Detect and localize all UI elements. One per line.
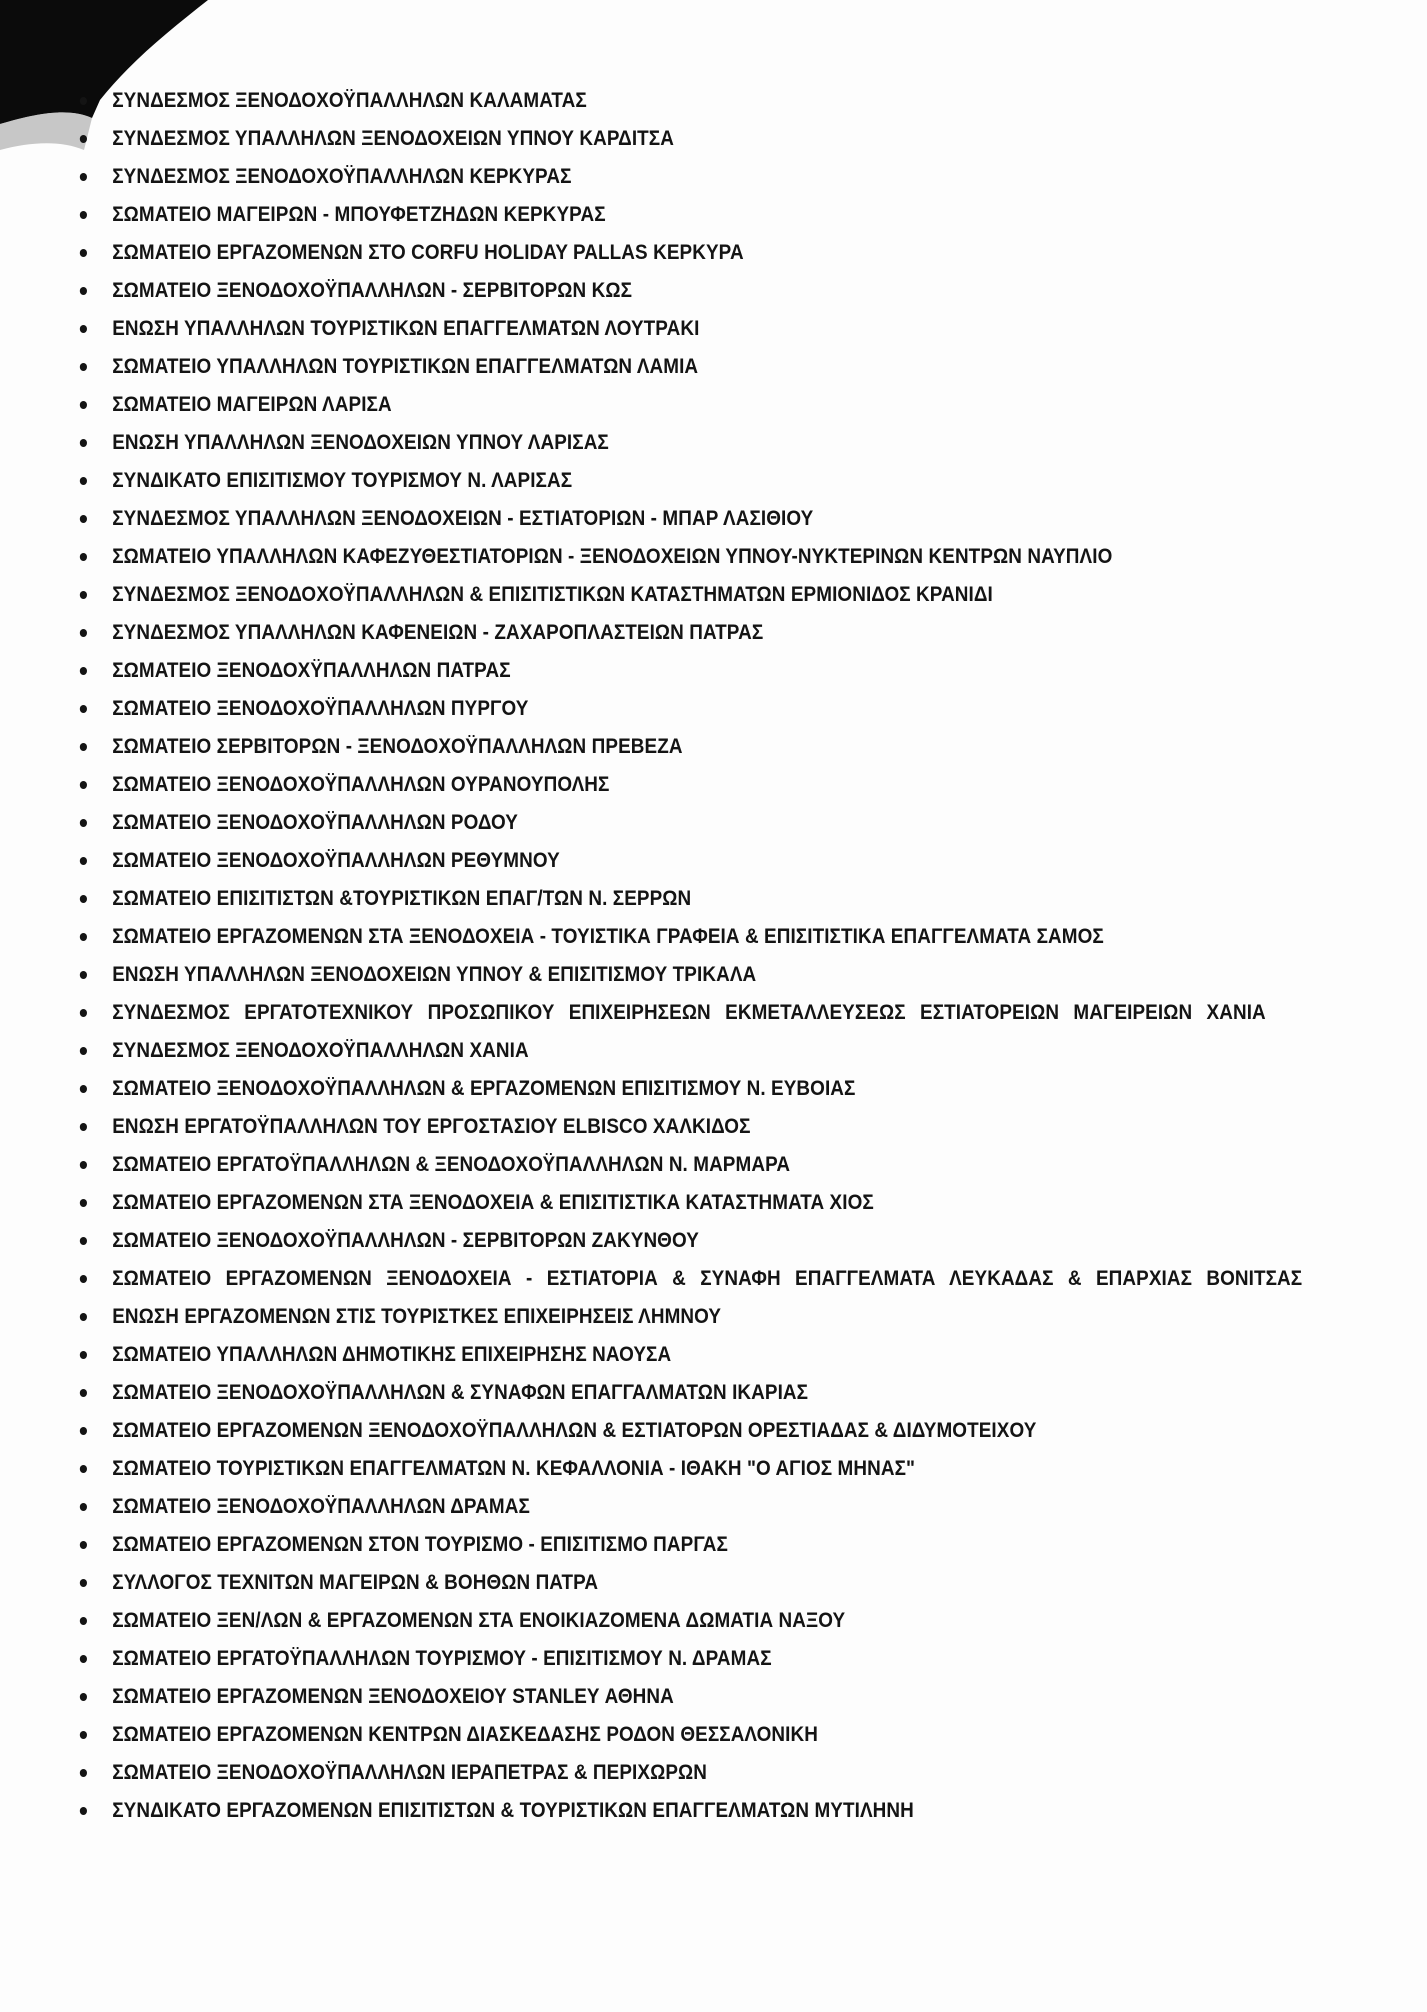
list-item-text: ΕΝΩΣΗ ΥΠΑΛΛΗΛΩΝ ΤΟΥΡΙΣΤΙΚΩΝ ΕΠΑΓΓΕΛΜΑΤΩΝ ΛΟΥΤΡΑΚΙ xyxy=(112,317,700,340)
list-item xyxy=(78,880,1381,918)
list-item xyxy=(78,1222,1381,1260)
list-item-text: ΣΩΜΑΤΕΙΟ ΞΕΝΟΔΟΧΟΫΠΑΛΛΗΛΩΝ & ΕΡΓΑΖΟΜΕΝΩΝ ΕΠΙΣΙΤΙΣΜΟΥ Ν. ΕΥΒΟΙΑΣ xyxy=(112,1077,856,1100)
list-item-text: ΣΩΜΑΤΕΙΟ ΕΡΓΑΖΟΜΕΝΩΝ ΚΕΝΤΡΩΝ ΔΙΑΣΚΕΔΑΣΗΣ ΡΟΔΟΝ ΘΕΣΣΑΛΟΝΙΚΗ xyxy=(112,1723,818,1746)
bullet-icon xyxy=(80,439,87,447)
list-item xyxy=(78,766,1381,804)
list-item xyxy=(78,500,1381,538)
list-item xyxy=(78,1526,1381,1564)
list-item-text: ΣΩΜΑΤΕΙΟ ΕΡΓΑΖΟΜΕΝΩΝ ΣΤΟΝ ΤΟΥΡΙΣΜΟ - ΕΠΙΣΙΤΙΣΜΟ ΠΑΡΓΑΣ xyxy=(112,1533,728,1556)
list-item-text: ΣΩΜΑΤΕΙΟ ΕΡΓΑΖΟΜΕΝΩΝ ΣΤΟ CORFU HOLIDAY PALLAS ΚΕΡΚΥΡΑ xyxy=(112,241,744,264)
list-item-text: ΣΩΜΑΤΕΙΟ ΕΡΓΑΖΟΜΕΝΩΝ ΞΕΝΟΔΟΧΕΙΟΥ STANLEY ΑΘΗΝΑ xyxy=(112,1685,674,1708)
list-item xyxy=(78,1184,1381,1222)
list-item xyxy=(78,1032,1381,1070)
list-item-text: ΣΥΝΔΙΚΑΤΟ ΕΠΙΣΙΤΙΣΜΟΥ ΤΟΥΡΙΣΜΟΥ Ν. ΛΑΡΙΣΑΣ xyxy=(112,469,573,492)
list-item xyxy=(78,424,1381,462)
list-item-text: ΣΥΝΔΕΣΜΟΣ ΥΠΑΛΛΗΛΩΝ ΞΕΝΟΔΟΧΕΙΩΝ - ΕΣΤΙΑΤΟΡΙΩΝ - ΜΠΑΡ ΛΑΣΙΘΙΟΥ xyxy=(112,507,814,530)
list-item-text: ΕΝΩΣΗ ΕΡΓΑΤΟΫΠΑΛΛΗΛΩΝ ΤΟΥ ΕΡΓΟΣΤΑΣΙΟΥ ELBISCO ΧΑΛΚΙΔΟΣ xyxy=(112,1115,751,1138)
bullet-icon xyxy=(80,173,87,181)
bullet-icon xyxy=(80,895,87,903)
list-item-text: ΣΩΜΑΤΕΙΟ ΞΕΝΟΔΟΧΫΠΑΛΛΗΛΩΝ ΠΑΤΡΑΣ xyxy=(112,659,511,682)
bullet-icon xyxy=(80,515,87,523)
list-item-text: ΣΥΝΔΙΚΑΤΟ ΕΡΓΑΖΟΜΕΝΩΝ ΕΠΙΣΙΤΙΣΤΩΝ & ΤΟΥΡΙΣΤΙΚΩΝ ΕΠΑΓΓΕΛΜΑΤΩΝ ΜΥΤΙΛΗΝΗ xyxy=(112,1799,914,1822)
bullet-icon xyxy=(80,1731,87,1739)
bullet-icon xyxy=(80,667,87,675)
list-item xyxy=(78,1450,1381,1488)
bullet-icon xyxy=(80,477,87,485)
bullet-icon xyxy=(80,1009,87,1017)
bullet-icon xyxy=(80,819,87,827)
list-item xyxy=(78,234,1381,272)
list-item xyxy=(78,1070,1381,1108)
list-item-text: ΣΩΜΑΤΕΙΟ ΞΕΝΟΔΟΧΟΫΠΑΛΛΗΛΩΝ ΙΕΡΑΠΕΤΡΑΣ & ΠΕΡΙΧΩΡΩΝ xyxy=(112,1761,708,1784)
list-item-text: ΣΩΜΑΤΕΙΟ ΞΕΝΟΔΟΧΟΫΠΑΛΛΗΛΩΝ - ΣΕΡΒΙΤΟΡΩΝ ΚΩΣ xyxy=(112,279,633,302)
bullet-icon xyxy=(80,857,87,865)
bullet-icon xyxy=(80,1085,87,1093)
list-item-text: ΕΝΩΣΗ ΕΡΓΑΖΟΜΕΝΩΝ ΣΤΙΣ ΤΟΥΡΙΣΤΚΕΣ ΕΠΙΧΕΙΡΗΣΕΙΣ ΛΗΜΝΟΥ xyxy=(112,1305,722,1328)
bullet-icon xyxy=(80,1807,87,1815)
bullet-icon xyxy=(80,363,87,371)
bullet-icon xyxy=(80,1693,87,1701)
list-item xyxy=(78,1754,1381,1792)
list-item xyxy=(78,1146,1381,1184)
list-item-text: ΣΥΝΔΕΣΜΟΣ ΞΕΝΟΔΟΧΟΫΠΑΛΛΗΛΩΝ & ΕΠΙΣΙΤΙΣΤΙΚΩΝ ΚΑΤΑΣΤΗΜΑΤΩΝ ΕΡΜΙΟΝΙΔΟΣ ΚΡΑΝΙΔΙ xyxy=(112,583,993,606)
list-item-text: ΣΩΜΑΤΕΙΟ ΕΡΓΑΖΟΜΕΝΩΝ ΞΕΝΟΔΟΧΕΙΑ - ΕΣΤΙΑΤΟΡΙΑ & ΣΥΝΑΦΗ ΕΠΑΓΓΕΛΜΑΤΑ ΛΕΥΚΑΔΑΣ & ΕΠΑΡΧΙΑΣ ΒΟΝΙΤΣΑΣ xyxy=(112,1267,1303,1290)
list-item xyxy=(78,1336,1381,1374)
list-item xyxy=(78,310,1381,348)
bullet-icon xyxy=(80,933,87,941)
list-item xyxy=(78,804,1381,842)
list-item xyxy=(78,1678,1381,1716)
bullet-icon xyxy=(80,211,87,219)
bullet-icon xyxy=(80,1047,87,1055)
list-item-text: ΣΩΜΑΤΕΙΟ ΕΠΙΣΙΤΙΣΤΩΝ &ΤΟΥΡΙΣΤΙΚΩΝ ΕΠΑΓ/ΤΩΝ Ν. ΣΕΡΡΩΝ xyxy=(112,887,692,910)
list-item xyxy=(78,462,1381,500)
list-item xyxy=(78,1792,1381,1830)
list-item xyxy=(78,158,1381,196)
list-item-text: ΣΩΜΑΤΕΙΟ ΤΟΥΡΙΣΤΙΚΩΝ ΕΠΑΓΓΕΛΜΑΤΩΝ Ν. ΚΕΦΑΛΛΟΝΙΑ - ΙΘΑΚΗ "Ο ΑΓΙΟΣ ΜΗΝΑΣ" xyxy=(112,1457,916,1480)
list-item-text: ΣΥΝΔΕΣΜΟΣ ΞΕΝΟΔΟΧΟΫΠΑΛΛΗΛΩΝ ΚΕΡΚΥΡΑΣ xyxy=(112,165,572,188)
list-item-text: ΣΩΜΑΤΕΙΟ ΕΡΓΑΖΟΜΕΝΩΝ ΞΕΝΟΔΟΧΟΫΠΑΛΛΗΛΩΝ & ΕΣΤΙΑΤΟΡΩΝ ΟΡΕΣΤΙΑΔΑΣ & ΔΙΔΥΜΟΤΕΙΧΟΥ xyxy=(112,1419,1037,1442)
list-item xyxy=(78,1716,1381,1754)
list-item xyxy=(78,120,1381,158)
bullet-icon xyxy=(80,591,87,599)
list-item-text: ΣΩΜΑΤΕΙΟ ΣΕΡΒΙΤΟΡΩΝ - ΞΕΝΟΔΟΧΟΫΠΑΛΛΗΛΩΝ ΠΡΕΒΕΖΑ xyxy=(112,735,683,758)
bullet-icon xyxy=(80,1351,87,1359)
list-item xyxy=(78,728,1381,766)
bullet-icon xyxy=(80,781,87,789)
bullet-icon xyxy=(80,1617,87,1625)
list-item xyxy=(78,82,1381,120)
bullet-icon xyxy=(80,1237,87,1245)
list-item xyxy=(78,1108,1381,1146)
bullet-icon xyxy=(80,553,87,561)
list-item xyxy=(78,1602,1381,1640)
list-item-text: ΣΩΜΑΤΕΙΟ ΥΠΑΛΛΗΛΩΝ ΔΗΜΟΤΙΚΗΣ ΕΠΙΧΕΙΡΗΣΗΣ ΝΑΟΥΣΑ xyxy=(112,1343,672,1366)
list-item xyxy=(78,538,1381,576)
list-item xyxy=(78,1488,1381,1526)
list-item xyxy=(78,690,1381,728)
list-item-text: ΣΩΜΑΤΕΙΟ ΥΠΑΛΛΗΛΩΝ ΚΑΦΕΖΥΘΕΣΤΙΑΤΟΡΙΩΝ - ΞΕΝΟΔΟΧΕΙΩΝ ΥΠΝΟΥ-ΝΥΚΤΕΡΙΝΩΝ ΚΕΝΤΡΩΝ ΝΑΥΠΛΙΟ xyxy=(112,545,1113,568)
list-item xyxy=(78,994,1336,1032)
list-item xyxy=(78,652,1381,690)
bullet-icon xyxy=(80,743,87,751)
list-item-text: ΣΩΜΑΤΕΙΟ ΞΕΝ/ΛΩΝ & ΕΡΓΑΖΟΜΕΝΩΝ ΣΤΑ ΕΝΟΙΚΙΑΖΟΜΕΝΑ ΔΩΜΑΤΙΑ ΝΑΞΟΥ xyxy=(112,1609,846,1632)
bullet-icon xyxy=(80,1655,87,1663)
list-item-text: ΣΥΝΔΕΣΜΟΣ ΞΕΝΟΔΟΧΟΫΠΑΛΛΗΛΩΝ ΧΑΝΙΑ xyxy=(112,1039,529,1062)
organization-list xyxy=(78,82,1358,1830)
list-item-text: ΣΩΜΑΤΕΙΟ ΕΡΓΑΤΟΫΠΑΛΛΗΛΩΝ & ΞΕΝΟΔΟΧΟΫΠΑΛΛΗΛΩΝ Ν. ΜΑΡΜΑΡΑ xyxy=(112,1153,791,1176)
list-item-text: ΣΥΝΔΕΣΜΟΣ ΕΡΓΑΤΟΤΕΧΝΙΚΟΥ ΠΡΟΣΩΠΙΚΟΥ ΕΠΙΧΕΙΡΗΣΕΩΝ ΕΚΜΕΤΑΛΛΕΥΣΕΩΣ ΕΣΤΙΑΤΟΡΕΙΩΝ ΜΑΓΕΙΡΕΙΩΝ ΧΑΝΙΑ xyxy=(112,1001,1266,1024)
list-item-text: ΕΝΩΣΗ ΥΠΑΛΛΗΛΩΝ ΞΕΝΟΔΟΧΕΙΩΝ ΥΠΝΟΥ & ΕΠΙΣΙΤΙΣΜΟΥ ΤΡΙΚΑΛΑ xyxy=(112,963,757,986)
list-item-text: ΣΩΜΑΤΕΙΟ ΜΑΓΕΙΡΩΝ ΛΑΡΙΣΑ xyxy=(112,393,392,416)
bullet-icon xyxy=(80,325,87,333)
bullet-icon xyxy=(80,705,87,713)
list-item-text: ΣΩΜΑΤΕΙΟ ΞΕΝΟΔΟΧΟΫΠΑΛΛΗΛΩΝ ΔΡΑΜΑΣ xyxy=(112,1495,530,1518)
bullet-icon xyxy=(80,1275,87,1283)
list-item-text: ΣΥΝΔΕΣΜΟΣ ΥΠΑΛΛΗΛΩΝ ΞΕΝΟΔΟΧΕΙΩΝ ΥΠΝΟΥ ΚΑΡΔΙΤΣΑ xyxy=(112,127,674,150)
bullet-icon xyxy=(80,1313,87,1321)
list-item xyxy=(78,1412,1381,1450)
bullet-icon xyxy=(80,1161,87,1169)
bullet-icon xyxy=(80,629,87,637)
bullet-icon xyxy=(80,1541,87,1549)
list-item-text: ΣΩΜΑΤΕΙΟ ΞΕΝΟΔΟΧΟΫΠΑΛΛΗΛΩΝ ΡΕΘΥΜΝΟΥ xyxy=(112,849,560,872)
bullet-icon xyxy=(80,287,87,295)
bullet-icon xyxy=(80,1769,87,1777)
list-item xyxy=(78,1374,1381,1412)
list-item-text: ΣΩΜΑΤΕΙΟ ΕΡΓΑΖΟΜΕΝΩΝ ΣΤΑ ΞΕΝΟΔΟΧΕΙΑ & ΕΠΙΣΙΤΙΣΤΙΚΑ ΚΑΤΑΣΤΗΜΑΤΑ ΧΙΟΣ xyxy=(112,1191,874,1214)
bullet-icon xyxy=(80,1503,87,1511)
bullet-icon xyxy=(80,1123,87,1131)
list-item xyxy=(78,918,1381,956)
list-item xyxy=(78,196,1381,234)
list-item xyxy=(78,1640,1381,1678)
bullet-icon xyxy=(80,135,87,143)
list-item-text: ΣΩΜΑΤΕΙΟ ΞΕΝΟΔΟΧΟΫΠΑΛΛΗΛΩΝ ΠΥΡΓΟΥ xyxy=(112,697,529,720)
list-item-text: ΕΝΩΣΗ ΥΠΑΛΛΗΛΩΝ ΞΕΝΟΔΟΧΕΙΩΝ ΥΠΝΟΥ ΛΑΡΙΣΑΣ xyxy=(112,431,609,454)
list-item-text: ΣΩΜΑΤΕΙΟ ΞΕΝΟΔΟΧΟΫΠΑΛΛΗΛΩΝ ΡΟΔΟΥ xyxy=(112,811,519,834)
bullet-icon xyxy=(80,1579,87,1587)
bullet-icon xyxy=(80,1427,87,1435)
list-item xyxy=(78,614,1381,652)
bullet-icon xyxy=(80,249,87,257)
list-item-text: ΣΥΝΔΕΣΜΟΣ ΥΠΑΛΛΗΛΩΝ ΚΑΦΕΝΕΙΩΝ - ΖΑΧΑΡΟΠΛΑΣΤΕΙΩΝ ΠΑΤΡΑΣ xyxy=(112,621,764,644)
bullet-icon xyxy=(80,1199,87,1207)
list-item xyxy=(78,272,1381,310)
bullet-icon xyxy=(80,1389,87,1397)
list-item xyxy=(78,1564,1381,1602)
list-item xyxy=(78,842,1381,880)
bullet-icon xyxy=(80,401,87,409)
list-item-text: ΣΩΜΑΤΕΙΟ ΥΠΑΛΛΗΛΩΝ ΤΟΥΡΙΣΤΙΚΩΝ ΕΠΑΓΓΕΛΜΑΤΩΝ ΛΑΜΙΑ xyxy=(112,355,699,378)
bullet-icon xyxy=(80,1465,87,1473)
list-item xyxy=(78,956,1381,994)
list-item-text: ΣΩΜΑΤΕΙΟ ΞΕΝΟΔΟΧΟΫΠΑΛΛΗΛΩΝ - ΣΕΡΒΙΤΟΡΩΝ ΖΑΚΥΝΘΟΥ xyxy=(112,1229,699,1252)
list-item-text: ΣΩΜΑΤΕΙΟ ΞΕΝΟΔΟΧΟΫΠΑΛΛΗΛΩΝ ΟΥΡΑΝΟΥΠΟΛΗΣ xyxy=(112,773,610,796)
list-item-text: ΣΩΜΑΤΕΙΟ ΕΡΓΑΖΟΜΕΝΩΝ ΣΤΑ ΞΕΝΟΔΟΧΕΙΑ - ΤΟΥΙΣΤΙΚΑ ΓΡΑΦΕΙΑ & ΕΠΙΣΙΤΙΣΤΙΚΑ ΕΠΑΓΓΕΛΜΑΤΑ ΣΑΜΟΣ xyxy=(112,925,1104,948)
bullet-icon xyxy=(80,971,87,979)
list-item-text: ΣΩΜΑΤΕΙΟ ΜΑΓΕΙΡΩΝ - ΜΠΟΥΦΕΤΖΗΔΩΝ ΚΕΡΚΥΡΑΣ xyxy=(112,203,606,226)
list-item-text: ΣΥΛΛΟΓΟΣ ΤΕΧΝΙΤΩΝ ΜΑΓΕΙΡΩΝ & ΒΟΗΘΩΝ ΠΑΤΡΑ xyxy=(112,1571,599,1594)
list-item-text: ΣΩΜΑΤΕΙΟ ΕΡΓΑΤΟΫΠΑΛΛΗΛΩΝ ΤΟΥΡΙΣΜΟΥ - ΕΠΙΣΙΤΙΣΜΟΥ Ν. ΔΡΑΜΑΣ xyxy=(112,1647,772,1670)
bullet-icon xyxy=(80,97,87,105)
list-item xyxy=(78,348,1381,386)
list-item-text: ΣΥΝΔΕΣΜΟΣ ΞΕΝΟΔΟΧΟΫΠΑΛΛΗΛΩΝ ΚΑΛΑΜΑΤΑΣ xyxy=(112,89,587,112)
list-item xyxy=(78,386,1381,424)
list-item xyxy=(78,1260,1336,1298)
list-item xyxy=(78,1298,1381,1336)
list-item-text: ΣΩΜΑΤΕΙΟ ΞΕΝΟΔΟΧΟΫΠΑΛΛΗΛΩΝ & ΣΥΝΑΦΩΝ ΕΠΑΓΓΑΛΜΑΤΩΝ ΙΚΑΡΙΑΣ xyxy=(112,1381,809,1404)
list-item xyxy=(78,576,1381,614)
